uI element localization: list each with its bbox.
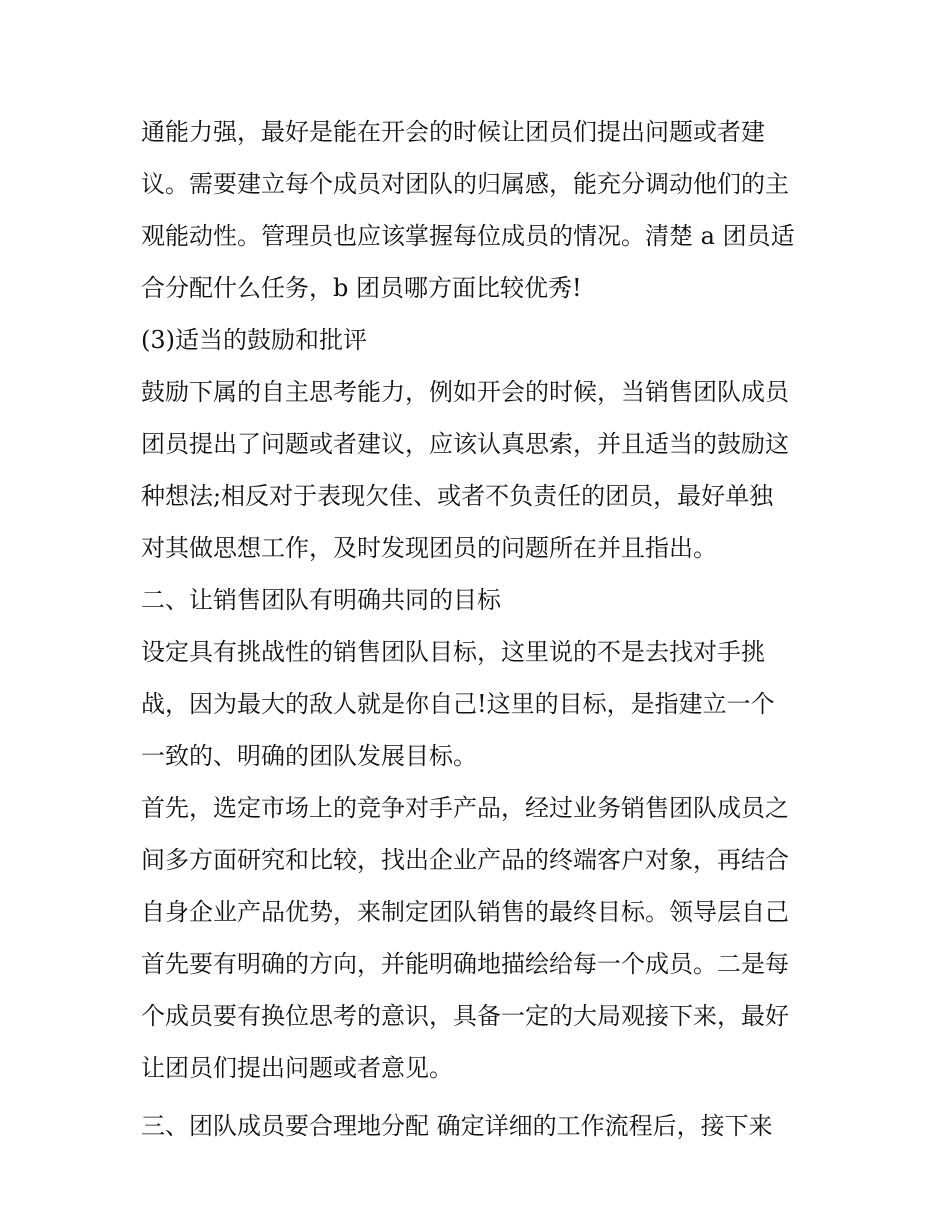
text-line: 首先，选定市场上的竞争对手产品，经过业务销售团队成员之: [141, 794, 789, 822]
text-line: 团员提出了问题或者建议，应该认真思索，并且适当的鼓励这: [141, 430, 789, 458]
text-line: 合分配什么任务，b 团员哪方面比较优秀!: [141, 274, 582, 302]
text-line: 对其做思想工作，及时发现团员的问题所在并且指出。: [141, 534, 717, 562]
text-line: 个成员要有换位思考的意识，具备一定的大局观接下来，最好: [141, 1002, 789, 1030]
text-line: 设定具有挑战性的销售团队目标，这里说的不是去找对手挑: [141, 638, 765, 666]
text-line: 一致的、明确的团队发展目标。: [141, 742, 477, 770]
section-heading: 三、团队成员要合理地分配 确定详细的工作流程后，接下来: [141, 1112, 773, 1140]
text-line: 通能力强，最好是能在开会的时候让团员们提出问题或者建: [141, 118, 765, 146]
text-line: 议。需要建立每个成员对团队的归属感，能充分调动他们的主: [141, 170, 789, 198]
text-line: 首先要有明确的方向，并能明确地描绘给每一个成员。二是每: [141, 950, 789, 978]
text-line: 战，因为最大的敌人就是你自己!这里的目标，是指建立一个: [141, 690, 775, 718]
section-heading: (3)适当的鼓励和批评: [141, 326, 367, 354]
text-line: 自身企业产品优势，来制定团队销售的最终目标。领导层自己: [141, 898, 789, 926]
document-body: [141, 106, 821, 1152]
text-line: 种想法;相反对于表现欠佳、或者不负责任的团员，最好单独: [141, 482, 774, 510]
text-line: 让团员们提出问题或者意见。: [141, 1054, 453, 1082]
text-line: 观能动性。管理员也应该掌握每位成员的情况。清楚 a 团员适: [141, 222, 795, 250]
text-line: 鼓励下属的自主思考能力，例如开会的时候，当销售团队成员: [141, 378, 789, 406]
section-heading: 二、让销售团队有明确共同的目标: [141, 586, 501, 614]
text-line: 间多方面研究和比较，找出企业产品的终端客户对象，再结合: [141, 846, 789, 874]
